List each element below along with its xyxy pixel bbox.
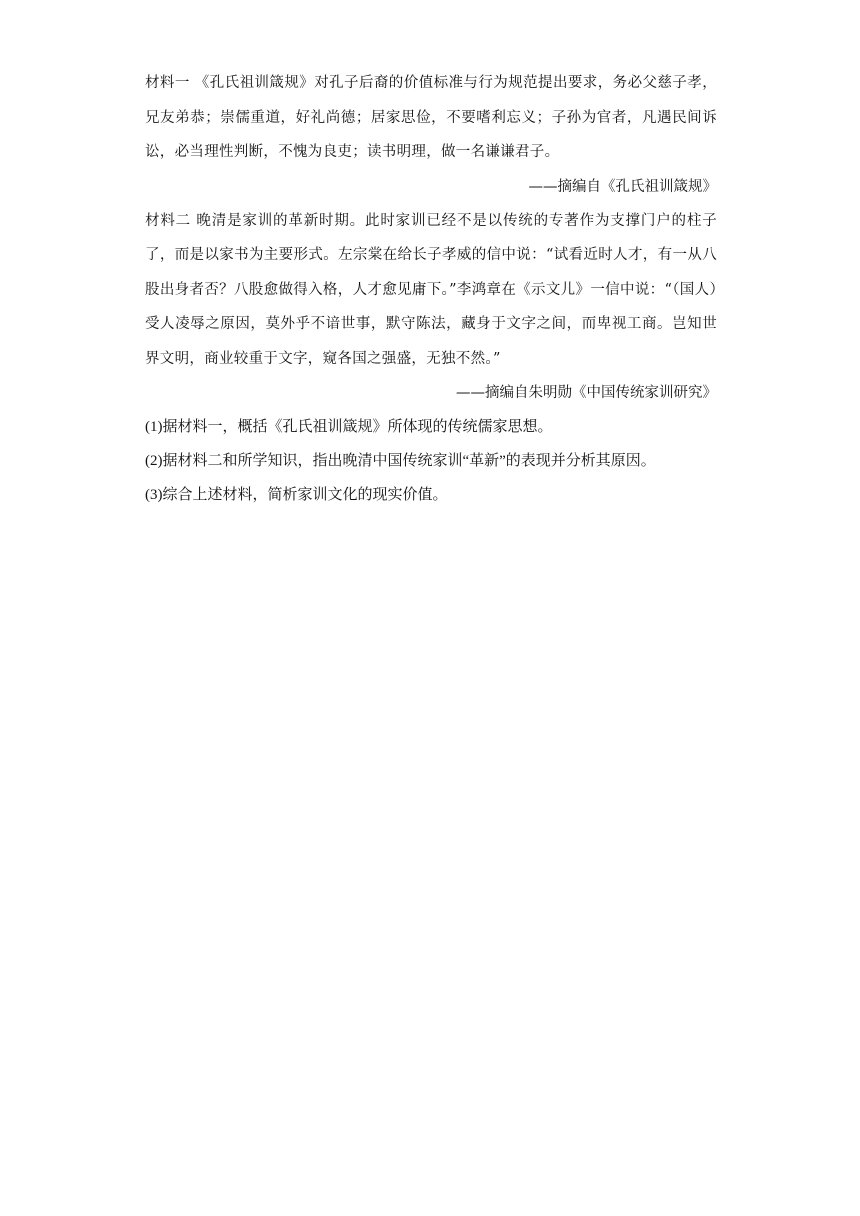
material-two-source: ——摘编自朱明勋《中国传统家训研究》	[456, 385, 717, 401]
document-page	[145, 66, 717, 512]
material-one-source: ——摘编自《孔氏祖训箴规》	[528, 178, 717, 195]
question-1: (1)据材料一，概括《孔氏祖训箴规》所体现的传统儒家思想。	[145, 419, 553, 435]
question-2: (2)据材料二和所学知识，指出晚清中国传统家训“革新”的表现并分析其原因。	[145, 453, 656, 469]
material-two-text: 材料二 晚清是家训的革新时期。此时家训已经不是以传统的专著作为支撑门户的柱子了，而是以家书为主要形式。左宗棠在给长子孝威的信中说：“试看近时人才，有一从八股出身者否？八股愈做得入格，人才愈见庸下。”李鸿章在《示文儿》一信中说：“（国人）受人凌辱之原因，莫外乎不谙世事，默守陈法，藏身于文字之间，而卑视工商。岂知世界文明，商业较重于文字，窥各国之强盛，无独不然。”	[145, 212, 717, 367]
material-one-text: 材料一 《孔氏祖训箴规》对孔子后裔的价值标准与行为规范提出要求，务必父慈子孝，兄友弟恭；崇儒重道，好礼尚德；居家思俭，不要嗜利忘义；子孙为官者，凡遇民间诉讼，必当理性判断，不愧为良吏；读书明理，做一名谦谦君子。	[145, 75, 717, 160]
question-3: (3)综合上述材料，简析家训文化的现实价值。	[145, 487, 448, 503]
